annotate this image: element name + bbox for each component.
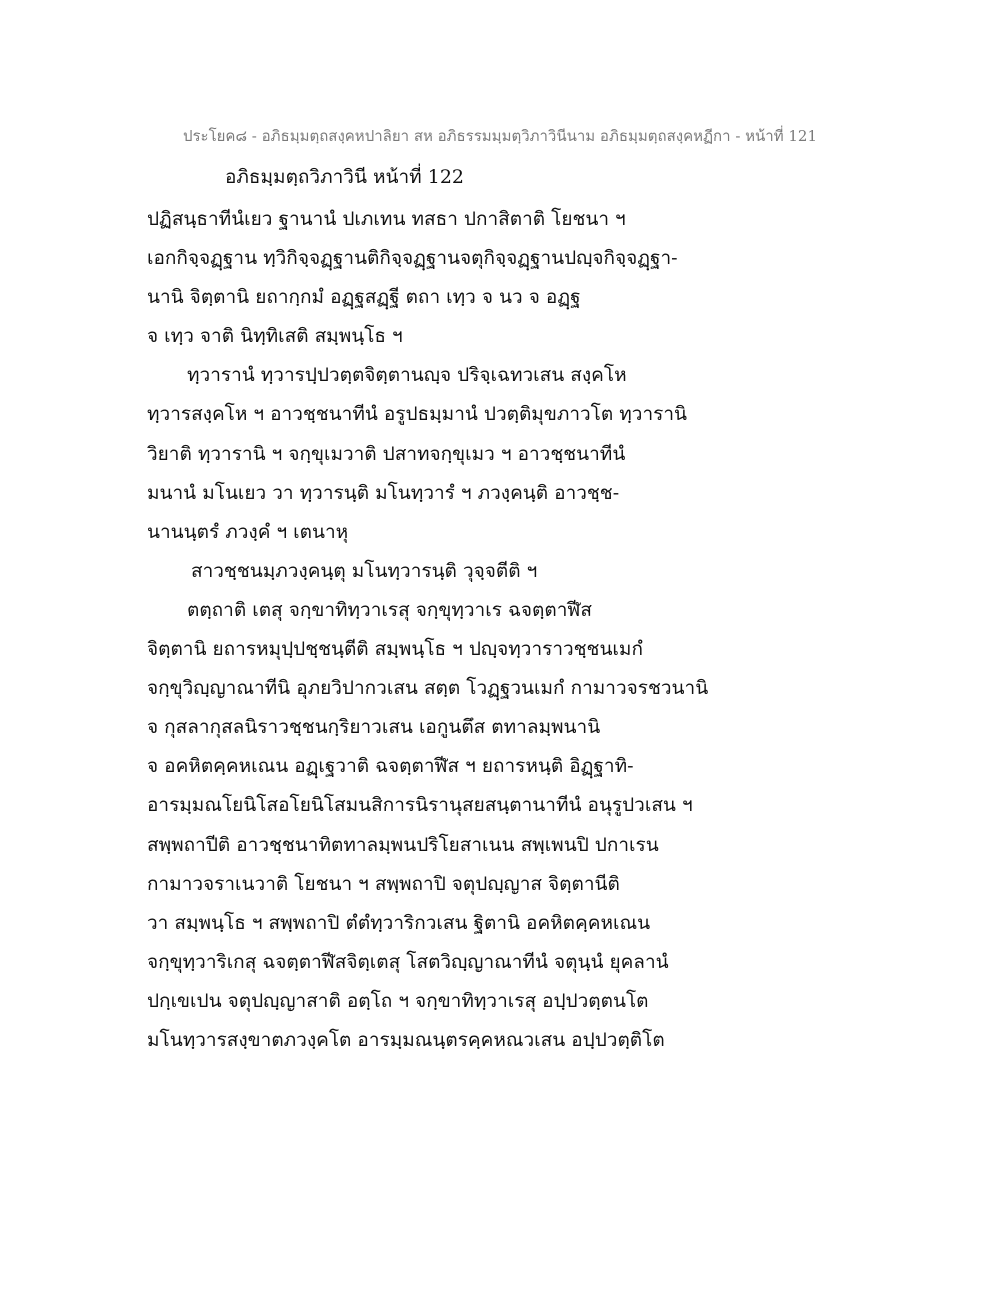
text-line: วา สมฺพนฺโธ ฯ สพฺพถาปิ ตํตํทฺวาริกวเสน ฐิตานิ อคหิตคฺคหเณน: [147, 911, 651, 934]
verse-line: สาวชฺชนมฺภวงฺคนฺตุ มโนทฺวารนฺติ วุจฺจตีติ ฯ: [191, 559, 538, 582]
text-line: ปกฺเขเปน จตุปญฺญาสาติ อตฺโถ ฯ จกฺขาทิทฺวาเรสุ อปฺปวตฺตนโต: [147, 989, 649, 1012]
text-line: จกฺขุทฺวาริเกสุ ฉจตฺตาฬีสจิตฺเตสุ โสตวิญฺญาณาทีนํ จตุนฺนํ ยุคลานํ: [147, 950, 669, 973]
running-header: ประโยค๘ - อภิธมฺมตฺถสงฺคหปาลิยา สห อภิธรรมมฺมตฺวิภาวินีนาม อภิธมฺมตฺถสงฺคหฏีกา - หน้าที่ 121: [182, 127, 818, 145]
text-line: จิตฺตานิ ยถารหมุปฺปชฺชนฺตีติ สมฺพนฺโธ ฯ ปญฺจทฺวาราวชฺชนเมกํ: [147, 638, 643, 661]
text-line: ตตฺถาติ เตสุ จกฺขาทิทฺวาเรสุ จกฺขุทฺวาเร ฉจตฺตาฬีส: [187, 598, 592, 621]
text-line: วิยาติ ทฺวารานิ ฯ จกฺขุเมวาติ ปสาทจกฺขุเมว ฯ อาวชฺชนาทีนํ: [147, 442, 626, 465]
text-line: จ อคหิตคฺคหเณน อฏฺเฐวาติ ฉจตฺตาฬีส ฯ ยถารหนฺติ อิฏฺฐาทิ-: [147, 755, 634, 778]
text-line: ทฺวารสงฺคโห ฯ อาวชฺชนาทีนํ อรูปธมฺมานํ ปวตฺติมุขภาวโต ทฺวารานิ: [147, 403, 687, 426]
text-line: ทฺวารานํ ทฺวารปฺปวตฺตจิตฺตานญฺจ ปริจฺเฉทวเสน สงฺคโห: [187, 364, 627, 387]
text-line: จ กุสลากุสลนิราวชฺชนกฺริยาวเสน เอกูนตึส ตทาลมฺพนานิ: [147, 716, 601, 739]
text-line: นานิ จิตฺตานิ ยถากฺกมํ อฏฺฐสฏฺฐี ตถา เทฺว จ นว จ อฏฺฐ: [147, 286, 581, 309]
text-line: ปฏิสนฺธาทีนํเยว ฐานานํ ปเภเทน ทสธา ปกาสิตาติ โยชนา ฯ: [147, 208, 626, 230]
text-line: กามาวจราเนวาติ โยชนา ฯ สพฺพถาปิ จตุปญฺญาส จิตฺตานีติ: [147, 872, 620, 895]
page-title: อภิธมฺมตฺถวิภาวินี หน้าที่ 122: [225, 166, 464, 188]
text-line: จกฺขุวิญฺญาณาทีนิ อุภยวิปากวเสน สตฺต โวฏฺฐวนเมกํ กามาวจรชวนานิ: [147, 677, 709, 700]
text-line: นานนฺตรํ ภวงฺคํ ฯ เตนาหุ: [147, 520, 349, 543]
body-text: [147, 200, 867, 1060]
text-line: จ เทฺว จาติ นิทฺทิเสติ สมฺพนฺโธ ฯ: [147, 325, 403, 348]
text-line: อารมฺมณโยนิโสอโยนิโสมนสิการนิรานุสยสนฺตานาทีนํ อนุรูปวเสน ฯ: [147, 794, 693, 817]
text-line: สพฺพถาปีติ อาวชฺชนาทิตทาลมฺพนปริโยสาเนน สพฺเพนปิ ปกาเรน: [147, 833, 659, 856]
text-line: มโนทฺวารสงฺขาตภวงฺคโต อารมฺมณนฺตรคฺคหณวเสน อปฺปวตฺติโต: [147, 1028, 665, 1051]
text-line: เอกกิจฺจฏฺฐาน ทฺวิกิจฺจฏฺฐานติกิจฺจฏฺฐานจตุกิจฺจฏฺฐานปญฺจกิจฺจฏฺฐา-: [147, 247, 678, 270]
text-line: มนานํ มโนเยว วา ทฺวารนฺติ มโนทฺวารํ ฯ ภวงฺคนฺติ อาวชฺช-: [147, 481, 620, 504]
